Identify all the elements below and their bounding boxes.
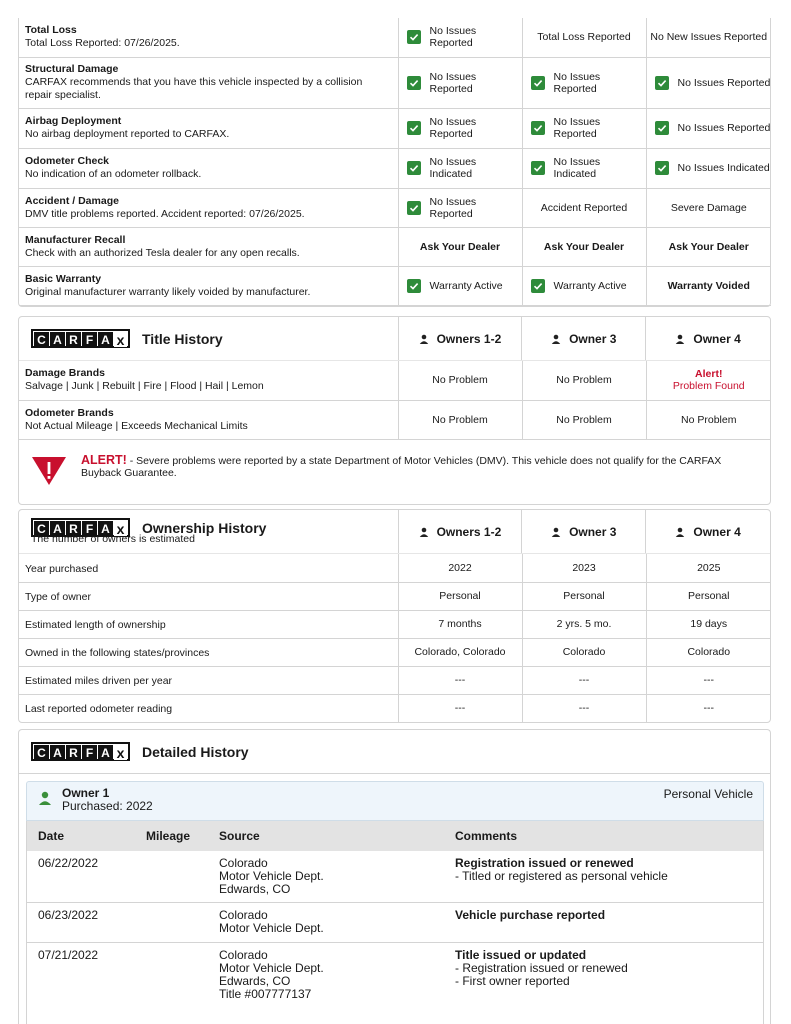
owner-3-status: No Issues Indicated (646, 148, 771, 188)
detailed-history-columns (26, 821, 764, 851)
record-date: 07/21/2022 (38, 948, 99, 962)
check-icon (531, 121, 545, 135)
owner-col-1: Owners 1-2 (398, 510, 522, 553)
person-icon (675, 334, 685, 344)
logo-letter: A (98, 521, 113, 536)
row-desc: Total Loss Reported: 07/26/2025. (25, 37, 180, 50)
owner-value: Colorado, Colorado (398, 638, 522, 666)
check-icon (655, 76, 669, 90)
owner-2-status: Total Loss Reported (522, 18, 646, 57)
logo-letter: x (114, 332, 127, 347)
owner-value: Personal (646, 582, 771, 610)
check-icon (655, 161, 669, 175)
owner-value: --- (398, 694, 522, 722)
table-row (19, 57, 771, 108)
source-line: Motor Vehicle Dept. (219, 961, 324, 975)
person-icon (38, 791, 52, 805)
row-title: Total Loss (25, 24, 77, 37)
history-record (26, 851, 764, 903)
table-row (19, 610, 771, 638)
owner-value: Colorado (646, 638, 771, 666)
owner-2-status: Accident Reported (522, 188, 646, 227)
history-summary-table (19, 18, 771, 306)
comment-title: Registration issued or renewed (455, 856, 634, 870)
logo-letter: F (82, 332, 97, 347)
source-line: Colorado (219, 908, 268, 922)
table-row (19, 554, 771, 582)
logo-letter: A (98, 332, 113, 347)
source-column-header: Source (219, 829, 260, 843)
comments-column-header: Comments (455, 829, 518, 843)
table-row (19, 638, 771, 666)
record-date: 06/23/2022 (38, 908, 99, 922)
owner-col-3: Owner 4 (645, 317, 770, 360)
owner-3-status: No New Issues Reported (646, 18, 771, 57)
check-icon (407, 76, 421, 90)
logo-letter: R (66, 745, 81, 760)
source-line: Motor Vehicle Dept. (219, 869, 324, 883)
owner-col-2: Owner 3 (521, 317, 645, 360)
owner-purchased: Purchased: 2022 (62, 799, 153, 813)
title-history-table (19, 361, 771, 439)
check-icon (655, 121, 669, 135)
problem-found: Problem Found (672, 380, 745, 393)
table-row (19, 694, 771, 722)
owner-3-status: Warranty Voided (646, 266, 771, 305)
owner-1-status: Ask Your Dealer (398, 227, 522, 266)
owner-value: 2 yrs. 5 mo. (522, 610, 646, 638)
logo-letter: A (50, 745, 65, 760)
owner-1-header (26, 781, 764, 821)
comment-item: - Registration issued or renewed (455, 961, 628, 975)
ownership-history-title: Ownership History (142, 519, 267, 536)
row-desc: DMV title problems reported. Accident reported: 07/26/2025. (25, 207, 305, 220)
owner-3-status: Severe Damage (646, 188, 771, 227)
source-line: Title #007777137 (219, 987, 312, 1001)
record-source (219, 857, 324, 896)
ownership-subtitle: The number of owners is estimated (31, 533, 195, 545)
owner-value: Personal (522, 582, 646, 610)
owner-1-status: No Issues Reported (398, 108, 522, 148)
check-icon (407, 201, 421, 215)
check-icon (407, 121, 421, 135)
person-icon (675, 527, 685, 537)
logo-letter: C (34, 521, 49, 536)
carfax-logo (31, 742, 130, 761)
history-record (26, 943, 764, 1024)
detailed-history-title: Detailed History (142, 743, 249, 760)
dmv-alert (19, 439, 770, 504)
check-icon (531, 279, 545, 293)
check-icon (407, 279, 421, 293)
row-label: Estimated miles driven per year (19, 666, 398, 694)
owner-2-status: No Issues Reported (522, 108, 646, 148)
source-line: Edwards, CO (219, 974, 291, 988)
owner-2-status: No Issues Reported (522, 57, 646, 108)
ownership-history-section (18, 509, 771, 723)
owner-1-status: Warranty Active (398, 266, 522, 305)
owner-2-status: Ask Your Dealer (522, 227, 646, 266)
title-history-title: Title History (142, 330, 223, 347)
person-icon (419, 527, 429, 537)
person-icon (419, 334, 429, 344)
comment-item: - First owner reported (455, 974, 570, 988)
source-line: Motor Vehicle Dept. (219, 921, 324, 935)
row-title: Accident / Damage (25, 194, 119, 207)
record-source (219, 949, 324, 1001)
owner-type: Personal Vehicle (663, 787, 753, 801)
owner-value: --- (646, 694, 771, 722)
owner-3-status: No Issues Reported (646, 57, 771, 108)
row-title: Odometer Check (25, 155, 110, 167)
logo-letter: A (50, 332, 65, 347)
table-row (19, 266, 771, 305)
owner-col-3: Owner 4 (645, 510, 770, 553)
owner-value: --- (522, 694, 646, 722)
logo-letter: A (50, 521, 65, 536)
table-row: Damage Brands Salvage | Junk | Rebuilt | Fire | Flood | Hail | Lemon No Problem No Problem Alert! Problem Found (19, 361, 771, 400)
logo-letter: x (114, 745, 127, 760)
check-icon (531, 161, 545, 175)
owner-value: Colorado (522, 638, 646, 666)
record-date: 06/22/2022 (38, 856, 99, 870)
logo-letter: C (34, 745, 49, 760)
logo-letter: C (34, 332, 49, 347)
row-label: Type of owner (19, 582, 398, 610)
owner-1-status: No Issues Reported (398, 18, 522, 57)
owner-value: 2025 (646, 554, 771, 582)
title-history-header (19, 317, 770, 361)
alert-message: - Severe problems were reported by a state Department of Motor Vehicles (DMV). This vehicle does not qualify for the CARFAX Buyback Guarantee. (81, 455, 722, 479)
owner-col-1: Owners 1-2 (398, 317, 522, 360)
owner-value: 2022 (398, 554, 522, 582)
check-icon (407, 30, 421, 44)
source-line: Colorado (219, 948, 268, 962)
owner-2-status: Warranty Active (522, 266, 646, 305)
row-desc: Original manufacturer warranty likely voided by manufacturer. (25, 285, 311, 298)
table-row (19, 582, 771, 610)
record-comments (455, 857, 668, 883)
owner-value: --- (646, 666, 771, 694)
alert-title: ALERT! (81, 453, 127, 467)
person-icon (551, 334, 561, 344)
row-desc: CARFAX recommends that you have this vehicle inspected by a collision repair specialist. (25, 76, 363, 101)
owner-value: 2023 (522, 554, 646, 582)
owner-1-status: No Issues Reported (398, 188, 522, 227)
ownership-history-header (19, 510, 770, 554)
history-record (26, 903, 764, 943)
row-title: Manufacturer Recall (25, 233, 126, 246)
logo-letter: R (66, 332, 81, 347)
table-row (19, 18, 771, 57)
row-label: Owned in the following states/provinces (19, 638, 398, 666)
table-row (19, 148, 771, 188)
record-comments (455, 949, 628, 988)
owner-value: --- (398, 666, 522, 694)
alert-label: Alert! (695, 368, 723, 381)
detailed-history-header (19, 730, 770, 774)
mileage-column-header: Mileage (146, 829, 191, 843)
owner-2-status: No Issues Indicated (522, 148, 646, 188)
row-title: Airbag Deployment (25, 115, 122, 127)
owner-name: Owner 1 (62, 786, 110, 800)
owner-3-status: Ask Your Dealer (646, 227, 771, 266)
check-icon (531, 76, 545, 90)
table-row (19, 108, 771, 148)
row-label: Year purchased (25, 562, 99, 575)
ownership-table (19, 554, 771, 722)
record-comments (455, 909, 605, 922)
comment-title: Title issued or updated (455, 948, 587, 962)
table-row (19, 227, 771, 266)
logo-letter: A (98, 745, 113, 760)
owner-col-2: Owner 3 (521, 510, 645, 553)
source-line: Colorado (219, 856, 268, 870)
comment-item: - Titled or registered as personal vehicle (455, 869, 668, 883)
table-row (19, 188, 771, 227)
row-title: Basic Warranty (25, 272, 102, 285)
carfax-logo (31, 329, 130, 348)
record-source (219, 909, 324, 935)
row-desc: Check with an authorized Tesla dealer for any open recalls. (25, 246, 300, 259)
table-row: Odometer Brands Not Actual Mileage | Exceeds Mechanical Limits No Problem No Problem No Problem (19, 400, 771, 439)
person-icon (551, 527, 561, 537)
owner-1-status: No Issues Indicated (398, 148, 522, 188)
owner-3-status: No Issues Reported (646, 108, 771, 148)
logo-letter: x (114, 521, 127, 536)
logo-letter: F (82, 521, 97, 536)
owner-value: --- (522, 666, 646, 694)
row-label: Estimated length of ownership (19, 610, 398, 638)
title-history-section (18, 316, 771, 505)
source-line: Edwards, CO (219, 882, 291, 896)
row-label: Last reported odometer reading (19, 694, 398, 722)
warning-icon (31, 456, 67, 486)
logo-letter: R (66, 521, 81, 536)
date-column-header: Date (38, 829, 65, 843)
row-title: Structural Damage (25, 63, 119, 75)
table-row (19, 666, 771, 694)
vehicle-history-summary (18, 18, 771, 307)
owner-1-status: No Issues Reported (398, 57, 522, 108)
check-icon (407, 161, 421, 175)
owner-value: Personal (398, 582, 522, 610)
row-desc: No indication of an odometer rollback. (25, 168, 202, 180)
owner-value: 19 days (646, 610, 771, 638)
comment-title: Vehicle purchase reported (455, 908, 606, 922)
row-desc: No airbag deployment reported to CARFAX. (25, 128, 230, 140)
owner-value: 7 months (398, 610, 522, 638)
logo-letter: F (82, 745, 97, 760)
